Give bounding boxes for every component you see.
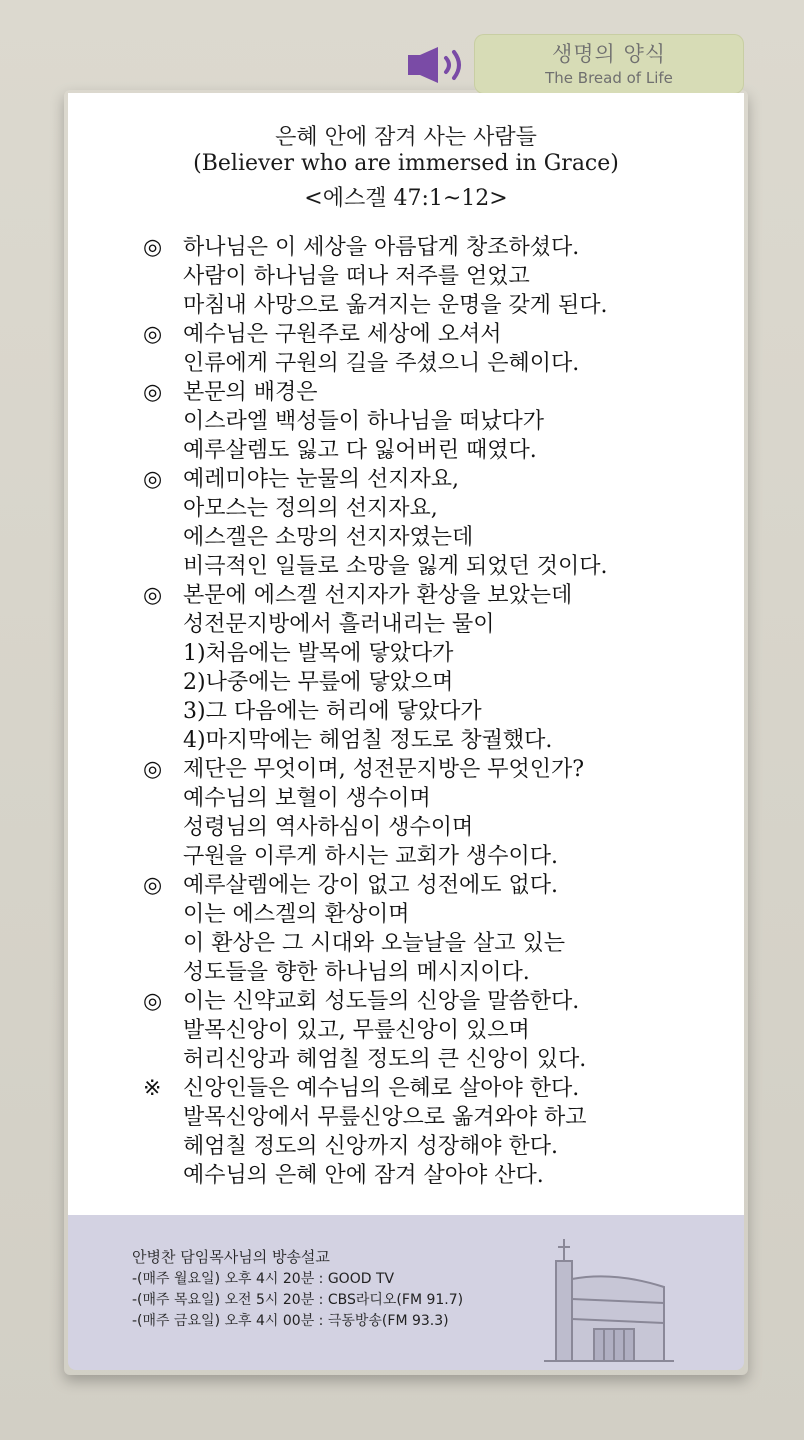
sermon-point-line bbox=[143, 726, 743, 755]
sermon-point-line bbox=[143, 291, 743, 320]
church-building-icon bbox=[544, 1239, 674, 1364]
sermon-point-line bbox=[143, 639, 743, 668]
sermon-line-text: 예루살렘도 잃고 다 잃어버린 때였다. bbox=[183, 438, 537, 463]
bread-of-life-badge bbox=[474, 34, 744, 94]
sermon-line-text: 예수님은 구원주로 세상에 오셔서 bbox=[183, 322, 502, 347]
sermon-line-text: 이스라엘 백성들이 하나님을 떠났다가 bbox=[183, 409, 545, 434]
sermon-line-text: 3)그 다음에는 허리에 닿았다가 bbox=[183, 699, 482, 724]
sermon-card bbox=[68, 93, 744, 1215]
sermon-line-text: 하나님은 이 세상을 아름답게 창조하셨다. bbox=[183, 235, 580, 260]
sermon-line-text: 에스겔은 소망의 선지자였는데 bbox=[183, 525, 474, 550]
sermon-point-first-line bbox=[143, 465, 743, 494]
sermon-line-text: 발목신앙이 있고, 무릎신앙이 있으며 bbox=[183, 1018, 530, 1043]
sermon-line-text: 예루살렘에는 강이 없고 성전에도 없다. bbox=[183, 873, 558, 898]
sermon-line-text: 인류에게 구원의 길을 주셨으니 은혜이다. bbox=[183, 351, 580, 376]
sermon-line-text: 성령님의 역사하심이 생수이며 bbox=[183, 815, 474, 840]
badge-korean-title: 생명의 양식 bbox=[551, 42, 667, 66]
sermon-line-text: 본문에 에스겔 선지자가 환상을 보았는데 bbox=[183, 583, 573, 608]
sermon-point-first-line bbox=[143, 320, 743, 349]
double-circle-bullet-icon: ◎ bbox=[143, 989, 163, 1014]
sermon-line-text: 사람이 하나님을 떠나 저주를 얻었고 bbox=[183, 264, 530, 289]
sermon-point-line bbox=[143, 813, 743, 842]
sermon-point-line bbox=[143, 958, 743, 987]
sermon-point-line bbox=[143, 784, 743, 813]
sermon-point bbox=[143, 755, 743, 871]
sermon-point-line bbox=[143, 1016, 743, 1045]
sermon-line-text: 이는 신약교회 성도들의 신앙을 말씀한다. bbox=[183, 989, 580, 1014]
sermon-line-text: 1)처음에는 발목에 닿았다가 bbox=[183, 641, 454, 666]
sermon-point bbox=[143, 233, 743, 320]
sermon-point-line bbox=[143, 668, 743, 697]
sermon-point-first-line bbox=[143, 755, 743, 784]
sermon-point-line bbox=[143, 523, 743, 552]
sermon-line-text: 발목신앙에서 무릎신앙으로 옮겨와야 하고 bbox=[183, 1105, 587, 1130]
sermon-point-line bbox=[143, 610, 743, 639]
broadcast-schedule-line: -(매주 목요일) 오전 5시 20분 : CBS라디오(FM 91.7) bbox=[132, 1292, 464, 1308]
sermon-line-text: 이는 에스겔의 환상이며 bbox=[183, 902, 410, 927]
broadcast-heading: 안병찬 담임목사님의 방송설교 bbox=[132, 1248, 330, 1266]
speaker-icon[interactable] bbox=[406, 44, 470, 86]
sermon-point bbox=[143, 378, 743, 465]
scripture-reference: <에스겔 47:1~12> bbox=[304, 186, 508, 211]
sermon-line-text: 성전문지방에서 흘러내리는 물이 bbox=[183, 612, 495, 637]
sermon-line-text: 본문의 배경은 bbox=[183, 380, 318, 405]
badge-english-title: The Bread of Life bbox=[545, 69, 673, 87]
double-circle-bullet-icon: ◎ bbox=[143, 757, 163, 782]
sermon-point-line bbox=[143, 697, 743, 726]
double-circle-bullet-icon: ◎ bbox=[143, 380, 163, 405]
sermon-line-text: 신앙인들은 예수님의 은혜로 살아야 한다. bbox=[183, 1076, 580, 1101]
sermon-line-text: 아모스는 정의의 선지자요, bbox=[183, 496, 438, 521]
sermon-point-first-line bbox=[143, 987, 743, 1016]
sermon-line-text: 마침내 사망으로 옮겨지는 운명을 갖게 된다. bbox=[183, 293, 608, 318]
double-circle-bullet-icon: ◎ bbox=[143, 322, 163, 347]
sermon-point bbox=[143, 581, 743, 755]
sermon-title-english: (Believer who are immersed in Grace) bbox=[193, 151, 619, 176]
sermon-line-text: 예수님의 은혜 안에 잠겨 살아야 산다. bbox=[183, 1163, 544, 1188]
sermon-point-line bbox=[143, 842, 743, 871]
sermon-line-text: 비극적인 일들로 소망을 잃게 되었던 것이다. bbox=[183, 554, 608, 579]
sermon-point-line bbox=[143, 929, 743, 958]
sermon-point-first-line bbox=[143, 1074, 743, 1103]
sermon-point-line bbox=[143, 436, 743, 465]
sermon-point bbox=[143, 987, 743, 1074]
sermon-point-first-line bbox=[143, 233, 743, 262]
broadcast-schedule-line: -(매주 월요일) 오후 4시 20분 : GOOD TV bbox=[132, 1271, 395, 1287]
broadcast-info bbox=[132, 1245, 463, 1332]
sermon-point-line bbox=[143, 262, 743, 291]
sermon-point-line bbox=[143, 407, 743, 436]
sermon-line-text: 성도들을 향한 하나님의 메시지이다. bbox=[183, 960, 530, 985]
sermon-point-line bbox=[143, 1132, 743, 1161]
sermon-point-line bbox=[143, 349, 743, 378]
sermon-line-text: 예수님의 보혈이 생수이며 bbox=[183, 786, 431, 811]
sermon-point-first-line bbox=[143, 378, 743, 407]
broadcast-footer bbox=[68, 1215, 744, 1370]
broadcast-schedule-line: -(매주 금요일) 오후 4시 00분 : 극동방송(FM 93.3) bbox=[132, 1313, 449, 1329]
double-circle-bullet-icon: ◎ bbox=[143, 873, 163, 898]
sermon-point-line bbox=[143, 494, 743, 523]
sermon-point bbox=[143, 465, 743, 581]
double-circle-bullet-icon: ◎ bbox=[143, 235, 163, 260]
sermon-point bbox=[143, 1074, 743, 1190]
sermon-point-line bbox=[143, 1045, 743, 1074]
sermon-point-line bbox=[143, 552, 743, 581]
sermon-line-text: 예레미야는 눈물의 선지자요, bbox=[183, 467, 460, 492]
sermon-line-text: 제단은 무엇이며, 성전문지방은 무엇인가? bbox=[183, 757, 585, 782]
sermon-title-korean: 은혜 안에 잠겨 사는 사람들 bbox=[275, 125, 537, 150]
reference-mark-icon: ※ bbox=[143, 1076, 162, 1101]
double-circle-bullet-icon: ◎ bbox=[143, 583, 163, 608]
sermon-point bbox=[143, 871, 743, 987]
sermon-line-text: 구원을 이루게 하시는 교회가 생수이다. bbox=[183, 844, 558, 869]
sermon-line-text: 헤엄칠 정도의 신앙까지 성장해야 한다. bbox=[183, 1134, 558, 1159]
sermon-point-first-line bbox=[143, 581, 743, 610]
double-circle-bullet-icon: ◎ bbox=[143, 467, 163, 492]
sermon-point-line bbox=[143, 1161, 743, 1190]
sermon-line-text: 4)마지막에는 헤엄칠 정도로 창궐했다. bbox=[183, 728, 553, 753]
sermon-point-line bbox=[143, 1103, 743, 1132]
sermon-point bbox=[143, 320, 743, 378]
sermon-line-text: 2)나중에는 무릎에 닿았으며 bbox=[183, 670, 454, 695]
sermon-point-line bbox=[143, 900, 743, 929]
sermon-point-first-line bbox=[143, 871, 743, 900]
sermon-line-text: 이 환상은 그 시대와 오늘날을 살고 있는 bbox=[183, 931, 565, 956]
sermon-line-text: 허리신앙과 헤엄칠 정도의 큰 신앙이 있다. bbox=[183, 1047, 587, 1072]
sermon-points bbox=[143, 233, 743, 1190]
